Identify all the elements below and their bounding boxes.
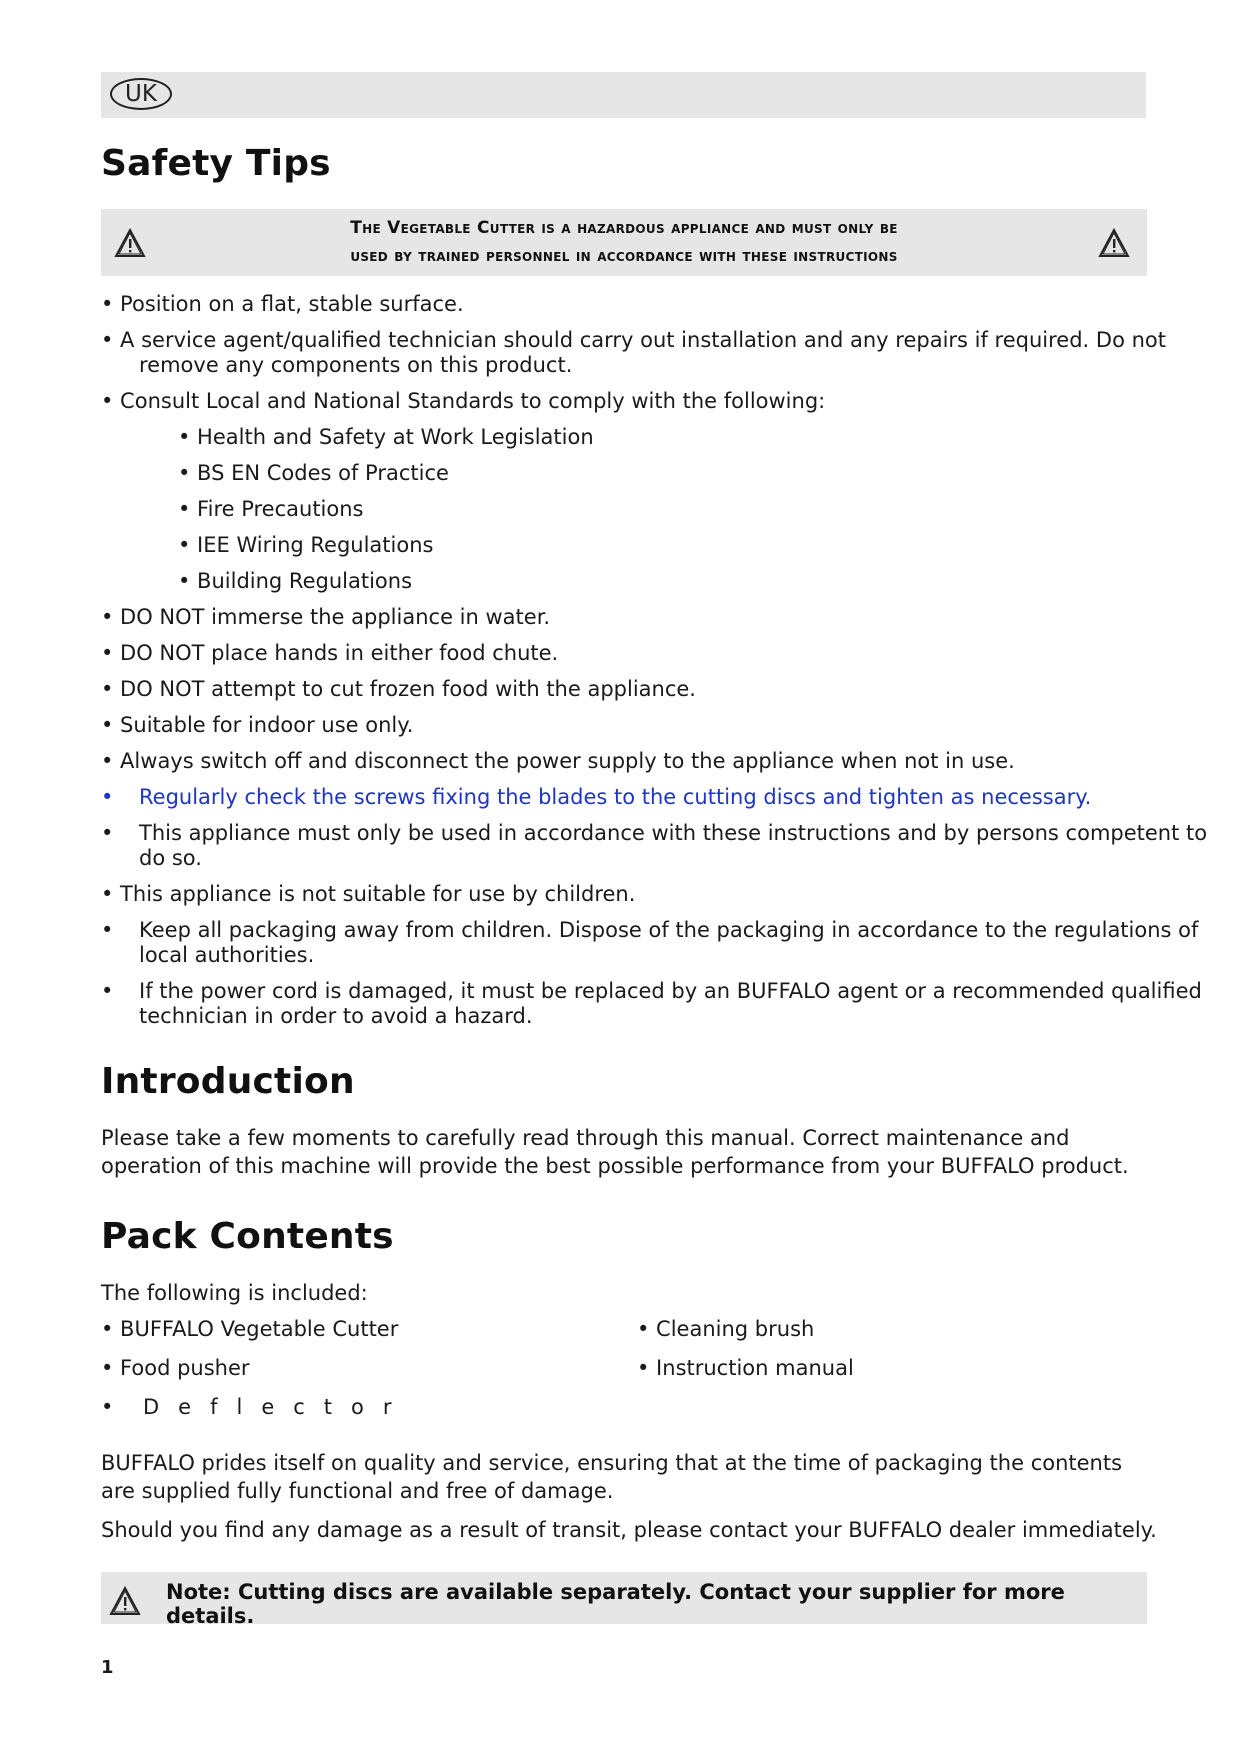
pack-item: • Food pusher [101, 1356, 250, 1380]
standards-item: • Fire Precautions [178, 497, 364, 521]
safety-item: • This appliance is not suitable for use by children. [101, 882, 636, 906]
safety-tips-heading: Safety Tips [101, 143, 331, 184]
warning-line-2: used by trained personnel in accordance with these instructions [350, 246, 898, 266]
safety-item-continued: technician in order to avoid a hazard. [139, 1004, 533, 1028]
safety-item: • A service agent/qualified technician should carry out installation and any repairs if required. Do not [101, 328, 1166, 352]
safety-item: • DO NOT attempt to cut frozen food with the appliance. [101, 677, 696, 701]
warning-banner [101, 209, 1147, 276]
safety-item: • DO NOT immerse the appliance in water. [101, 605, 551, 629]
introduction-text: Please take a few moments to carefully read through this manual. Correct maintenance and operation of this machine will provide the best possible performance from your BUFFALO product. [101, 1126, 1129, 1178]
warning-triangle-icon [114, 228, 146, 258]
safety-item-highlighted: Regularly check the screws fixing the blades to the cutting discs and tighten as necessary. [139, 785, 1092, 809]
safety-item-continued: local authorities. [139, 943, 315, 967]
quality-text: BUFFALO prides itself on quality and service, ensuring that at the time of packaging the contents are supplied fully functional and free of damage. [101, 1451, 1123, 1503]
standards-item: • Building Regulations [178, 569, 413, 593]
warning-text [221, 214, 1027, 270]
warning-line-1: The Vegetable Cutter is a hazardous appliance and must only be [350, 218, 898, 238]
safety-bullet: • [101, 821, 114, 845]
safety-item: • Always switch off and disconnect the power supply to the appliance when not in use. [101, 749, 1015, 773]
warning-triangle-icon [1098, 228, 1130, 258]
note-text: Note: Cutting discs are available separately. Contact your supplier for more details. [166, 1580, 1065, 1628]
pack-item: • Cleaning brush [637, 1317, 815, 1341]
safety-item: • Position on a flat, stable surface. [101, 292, 464, 316]
pack-contents-heading: Pack Contents [101, 1216, 394, 1257]
safety-item: • Consult Local and National Standards to comply with the following: [101, 389, 826, 413]
warning-triangle-icon [109, 1586, 141, 1616]
language-badge: UK [110, 78, 172, 110]
standards-item: • BS EN Codes of Practice [178, 461, 449, 485]
pack-item: • Instruction manual [637, 1356, 854, 1380]
safety-bullet: • [101, 979, 114, 1003]
safety-bullet: • [101, 918, 114, 942]
pack-bullet: • [101, 1395, 114, 1419]
language-bar [101, 72, 1146, 118]
pack-item-deflector: Deflector [143, 1395, 411, 1419]
safety-item: • DO NOT place hands in either food chute. [101, 641, 559, 665]
safety-item: If the power cord is damaged, it must be replaced by an BUFFALO agent or a recommended qualified [139, 979, 1202, 1003]
safety-item: This appliance must only be used in accordance with these instructions and by persons competent to [139, 821, 1208, 845]
safety-bullet: • [101, 785, 114, 809]
pack-item: • BUFFALO Vegetable Cutter [101, 1317, 399, 1341]
safety-item-continued: do so. [139, 846, 202, 870]
safety-item-continued: remove any components on this product. [139, 353, 573, 377]
damage-text: Should you find any damage as a result of transit, please contact your BUFFALO dealer immediately. [101, 1518, 1157, 1542]
note-banner [101, 1572, 1147, 1628]
page-number: 1 [101, 1657, 114, 1678]
standards-item: • IEE Wiring Regulations [178, 533, 434, 557]
safety-item: • Suitable for indoor use only. [101, 713, 414, 737]
introduction-heading: Introduction [101, 1061, 355, 1102]
pack-intro: The following is included: [101, 1281, 368, 1305]
standards-item: • Health and Safety at Work Legislation [178, 425, 594, 449]
safety-item: Keep all packaging away from children. Dispose of the packaging in accordance to the regulations of [139, 918, 1199, 942]
